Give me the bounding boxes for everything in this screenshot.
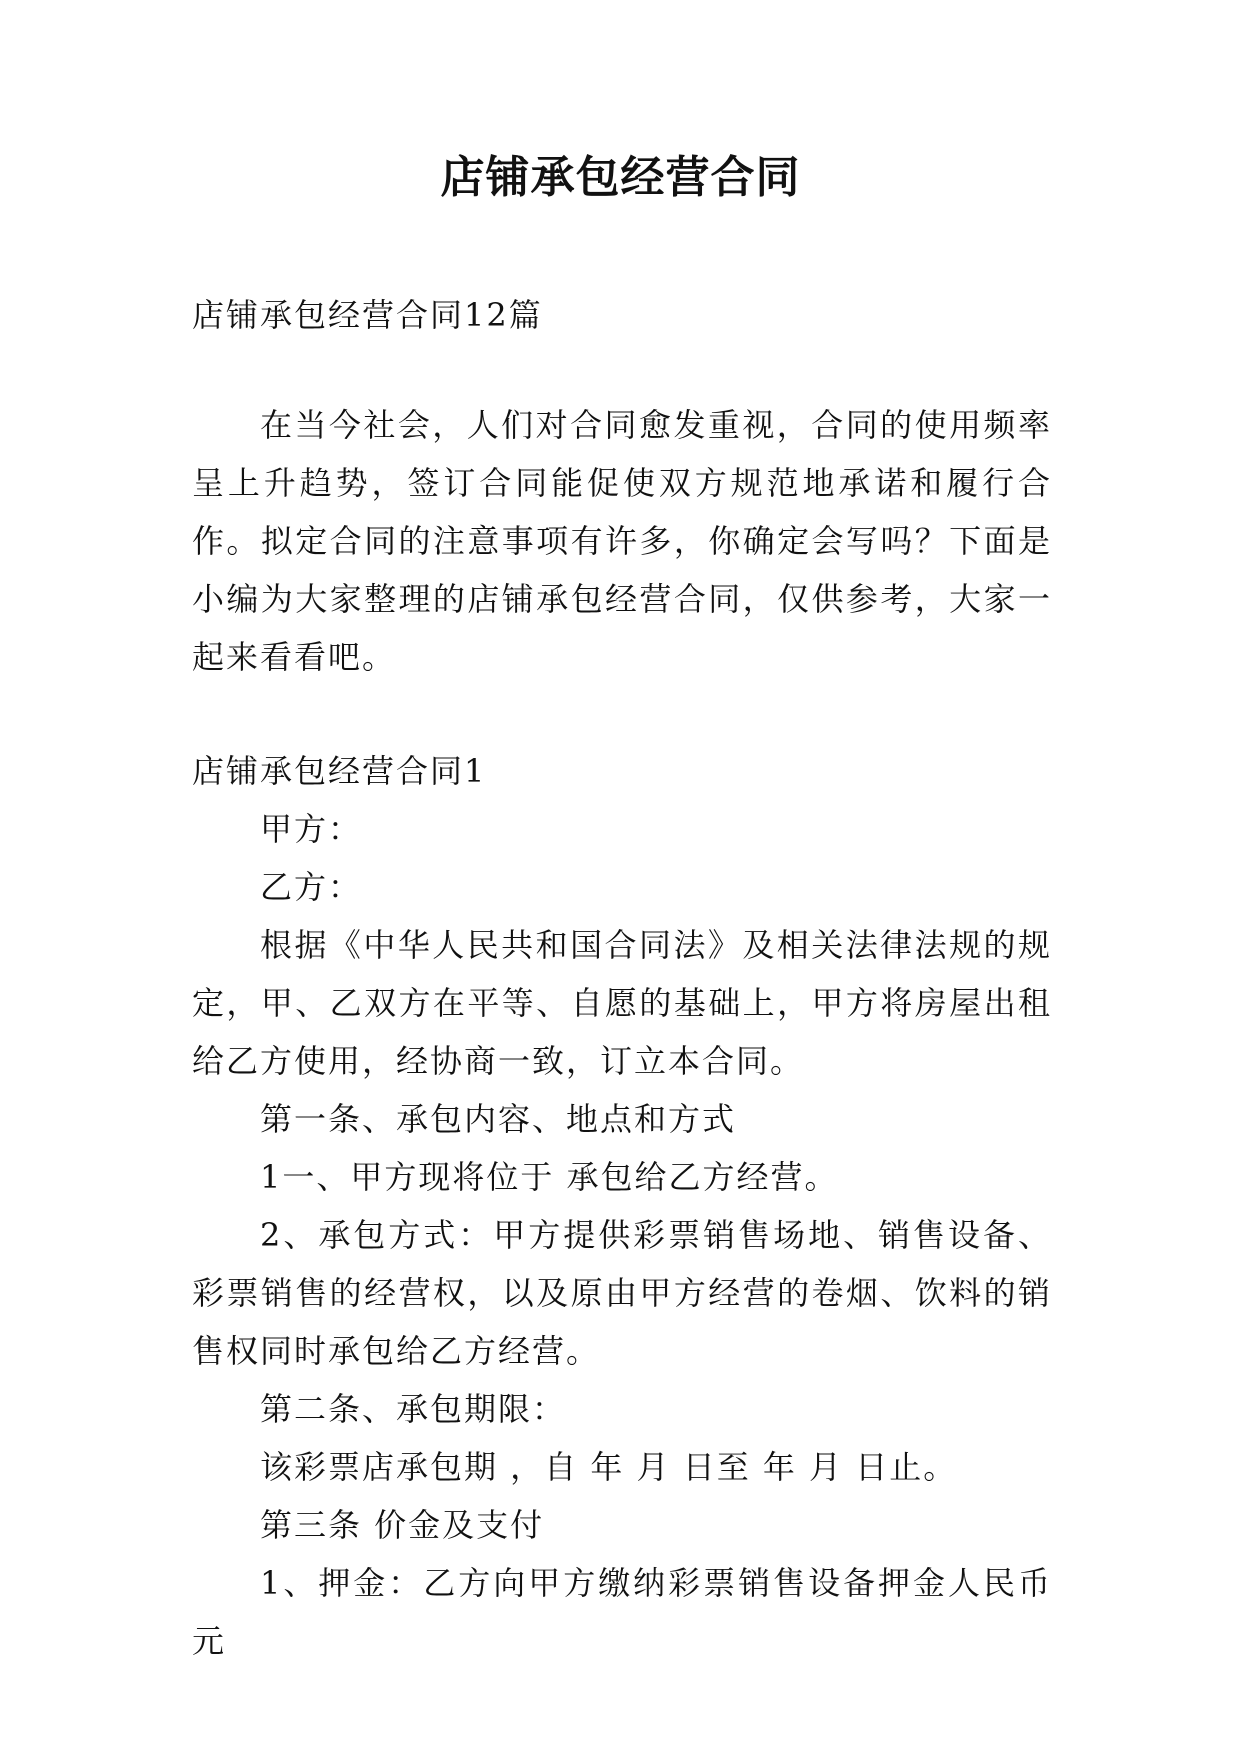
article-3-item-1: 1、押金：乙方向甲方缴纳彩票销售设备押金人民币 元 (192, 1564, 1052, 1660)
article-3-title: 第三条 价金及支付 (260, 1506, 545, 1544)
article-1-item-2: 2、承包方式：甲方提供彩票销售场地、销售设备、彩票销售的经营权，以及原由甲方经营的卷烟、饮料的销售权同时承包给乙方经营。 (192, 1216, 1052, 1370)
intro-paragraph: 在当今社会，人们对合同愈发重视，合同的使用频率呈上升趋势，签订合同能促使双方规范地承诺和履行合作。拟定合同的注意事项有许多，你确定会写吗？下面是小编为大家整理的店铺承包经营合同，仅供参考，大家一起来看看吧。 (192, 406, 1052, 676)
article-1-title: 第一条、承包内容、地点和方式 (260, 1100, 737, 1138)
article-1-item-1: 1一、甲方现将位于 承包给乙方经营。 (260, 1158, 839, 1196)
document-subtitle: 店铺承包经营合同12篇 (192, 296, 543, 334)
section-heading: 店铺承包经营合同1 (192, 752, 487, 790)
article-2-title: 第二条、承包期限： (260, 1390, 567, 1428)
party-b-line: 乙方： (260, 868, 363, 906)
document-title: 店铺承包经营合同 (440, 152, 801, 203)
article-2-text: 该彩票店承包期 ，自 年 月 日至 年 月 日止。 (260, 1448, 958, 1486)
preamble-paragraph: 根据《中华人民共和国合同法》及相关法律法规的规定，甲、乙双方在平等、自愿的基础上，甲方将房屋出租给乙方使用，经协商一致，订立本合同。 (192, 926, 1052, 1080)
document-body (192, 286, 1052, 1670)
party-a-line: 甲方： (260, 810, 363, 848)
